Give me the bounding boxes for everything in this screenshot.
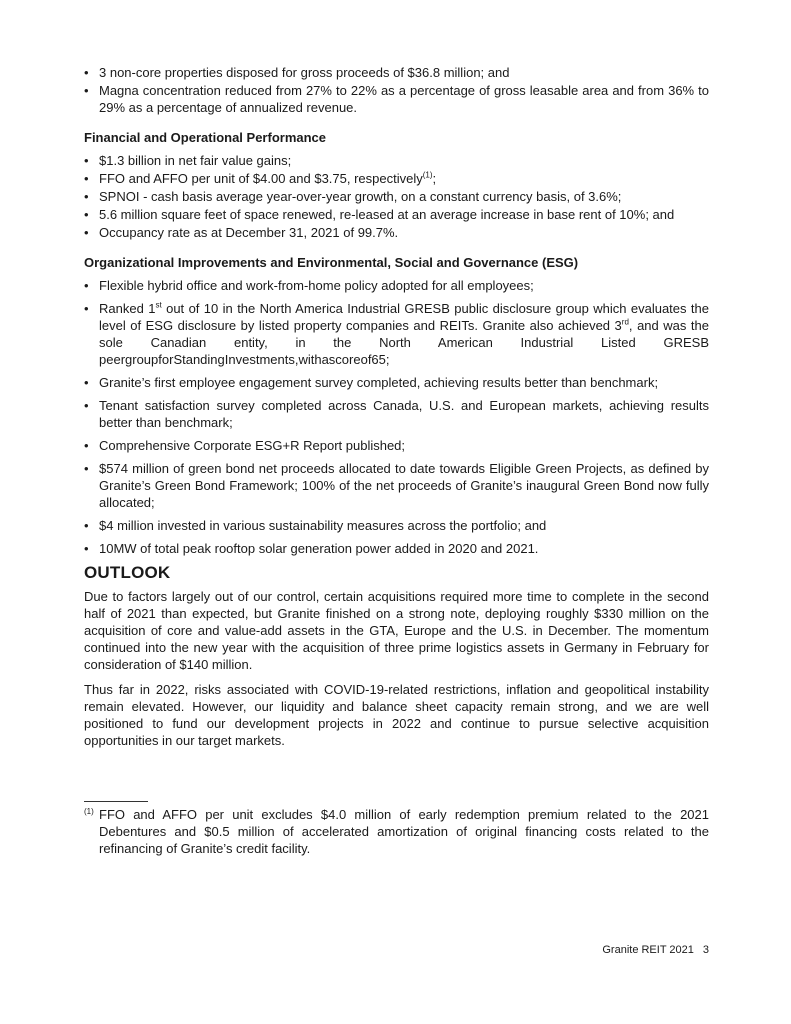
outlook-title: OUTLOOK: [84, 563, 171, 582]
ordinal-sup: rd: [621, 317, 629, 327]
gresb-text-b: out of 10 in the North America Industrial GRESB public disclosure group which evaluates the level of ESG disclosure by listed property companies and REITs. Granite also achieved 3: [99, 301, 710, 333]
footnote-divider: [84, 801, 148, 802]
financial-bullet-list: [84, 152, 709, 241]
list-item: • Comprehensive Corporate ESG+R Report published;: [84, 437, 709, 454]
list-item: • $574 million of green bond net proceeds allocated to date towards Eligible Green Projects, as defined by Granite’s Green Bond Framework; 100% of the net proceeds of Granite’s inaugural Green Bond now fully allocated;: [84, 460, 709, 511]
ffo-text: FFO and AFFO per unit of $4.00 and $3.75, respectively: [99, 171, 423, 186]
page-number: 3: [702, 944, 709, 956]
intro-bullet-list: [84, 64, 709, 116]
outlook-paragraph-2: Thus far in 2022, risks associated with COVID-19-related restrictions, inflation and geopolitical instability remain elevated. However, our liquidity and balance sheet capacity remain strong, and we are well positioned to fund our development projects in 2022 and continue to pursue selective acquisition opportunities in our target markets.: [84, 682, 709, 748]
footnote-text: FFO and AFFO per unit excludes $4.0 million of early redemption premium related to the 2021 Debentures and $0.5 million of accelerated amortization of original financing costs related to the refinancing of Granite’s credit facility.: [99, 807, 709, 856]
list-item: • Magna concentration reduced from 27% to 22% as a percentage of gross leasable area and from 36% to 29% as a percentage of annualized revenue.: [84, 82, 709, 116]
gresb-text-c: , and was the sole Canadian entity, in the North American Industrial Listed GRESB peergroupforStandingInvestments,withascoreof65;: [99, 318, 709, 367]
gresb-text-a: Ranked 1: [99, 301, 156, 316]
footnote-mark: (1): [84, 807, 94, 816]
ffo-text-end: ;: [432, 171, 437, 186]
footer-doc-title: Granite REIT 2021: [602, 944, 694, 956]
esg-bullet-list: [84, 277, 709, 557]
list-item: [84, 170, 709, 187]
esg-heading: Organizational Improvements and Environmental, Social and Governance (ESG): [84, 255, 579, 270]
footnote: [84, 806, 709, 857]
list-item: [84, 300, 709, 368]
list-item: • Granite’s first employee engagement survey completed, achieving results better than benchmark;: [84, 374, 709, 391]
page-footer: [602, 944, 709, 956]
list-item: • SPNOI - cash basis average year-over-year growth, on a constant currency basis, of 3.6%;: [84, 188, 709, 205]
list-item: • $1.3 billion in net fair value gains;: [84, 152, 709, 169]
footnote-ref: (1): [422, 170, 433, 180]
list-item: • 3 non-core properties disposed for gross proceeds of $36.8 million; and: [84, 64, 709, 81]
ordinal-sup: st: [155, 300, 162, 310]
list-item: • Flexible hybrid office and work-from-home policy adopted for all employees;: [84, 277, 709, 294]
list-item: • Occupancy rate as at December 31, 2021 of 99.7%.: [84, 224, 709, 241]
list-item: • 10MW of total peak rooftop solar generation power added in 2020 and 2021.: [84, 540, 709, 557]
list-item: • $4 million invested in various sustainability measures across the portfolio; and: [84, 517, 709, 534]
list-item: • Tenant satisfaction survey completed across Canada, U.S. and European markets, achieving results better than benchmark;: [84, 397, 709, 431]
financial-heading: Financial and Operational Performance: [84, 130, 327, 145]
outlook-paragraph-1: Due to factors largely out of our control, certain acquisitions required more time to complete in the second half of 2021 than expected, but Granite finished on a strong note, deploying roughly $330 million on the acquisition of core and value-add assets in the GTA, Europe and the U.S. in December. The momentum continued into the new year with the acquisition of three prime logistics assets in Germany in February for consideration of $140 million.: [84, 589, 709, 672]
list-item: • 5.6 million square feet of space renewed, re-leased at an average increase in base rent of 10%; and: [84, 206, 709, 223]
